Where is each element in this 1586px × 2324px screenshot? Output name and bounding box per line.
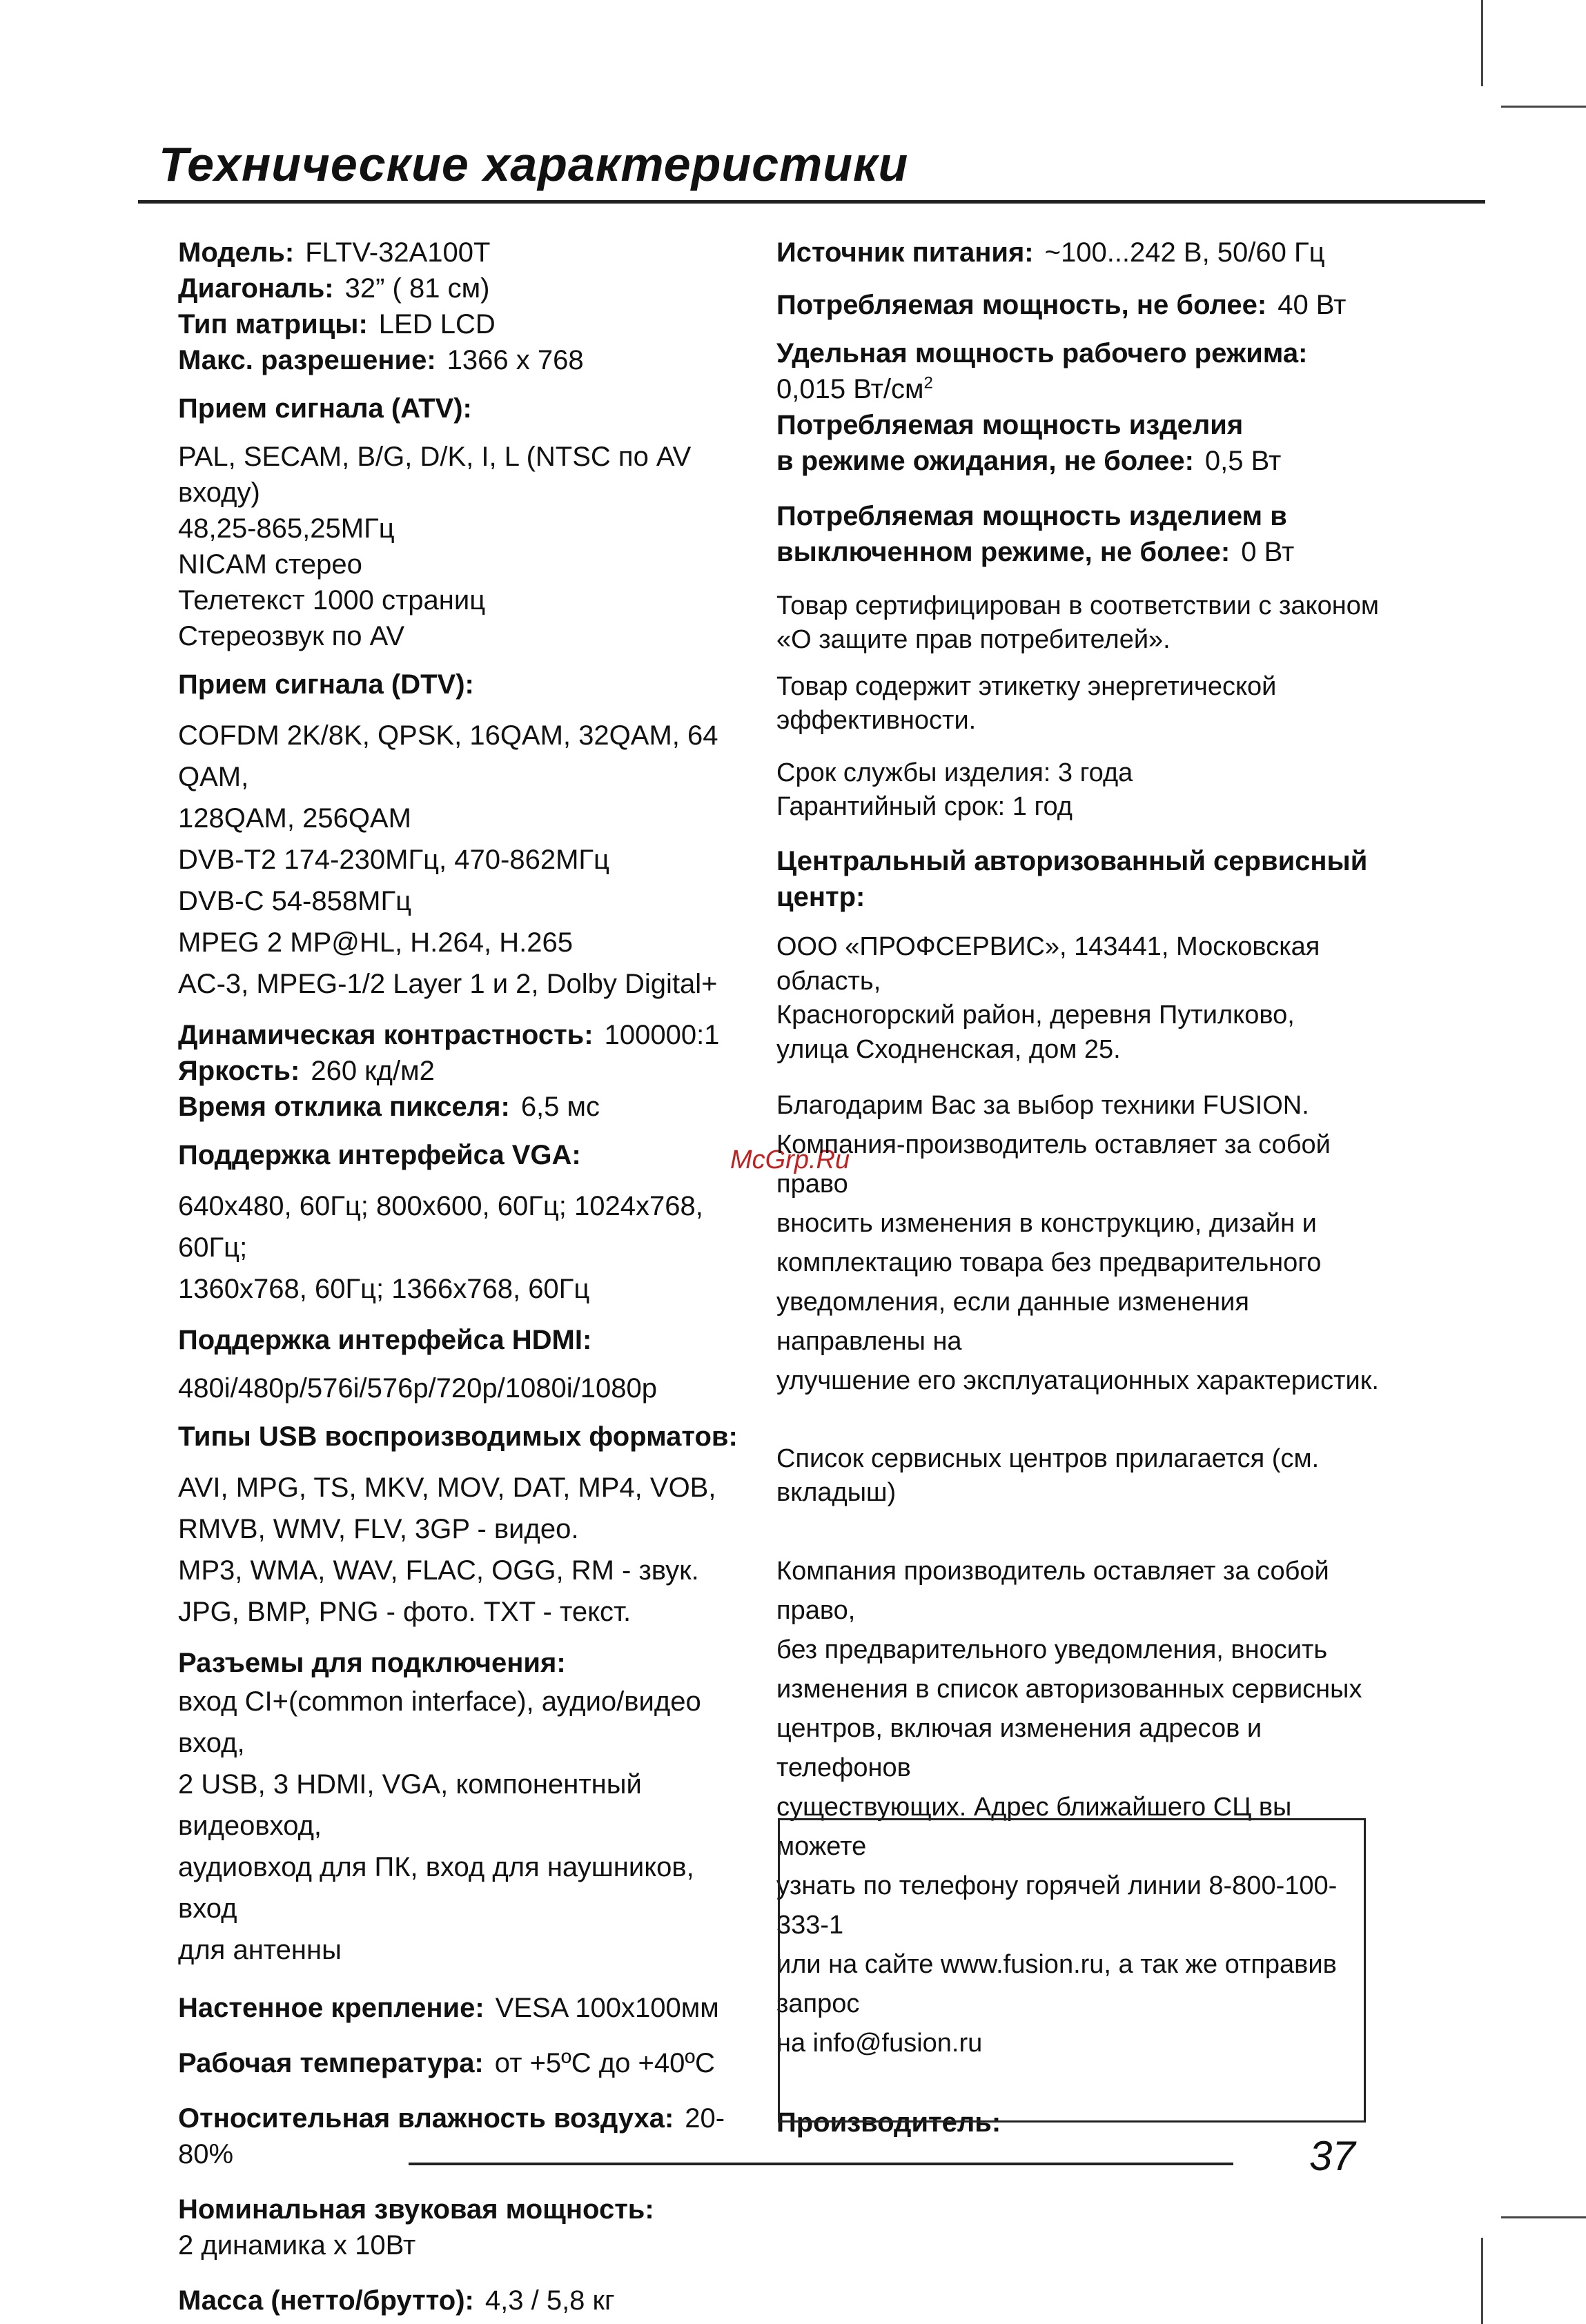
- usb-heading: [178, 1419, 751, 1455]
- temp-label: Рабочая температура:: [178, 2048, 484, 2078]
- reserve-line: узнать по телефону горячей линии 8-800-100-333-1: [776, 1871, 1338, 1940]
- off-row: [776, 534, 1384, 570]
- response-row: [178, 1089, 751, 1125]
- service-line: ООО «ПРОФСЕРВИС», 143441, Московская область,: [776, 932, 1320, 996]
- thanks-line: улучшение его эксплуатационных характеристик.: [776, 1366, 1379, 1395]
- service-line: Красногорский район, деревня Путилково,: [776, 1001, 1295, 1030]
- matrix-value: LED LCD: [378, 309, 496, 339]
- sound-value: 2 динамика x 10Вт: [178, 2230, 416, 2261]
- brightness-row: [178, 1053, 751, 1089]
- contrast-value: 100000:1: [604, 1020, 720, 1050]
- ports-label: Разъемы для подключения:: [178, 1648, 566, 1678]
- ports-heading: [178, 1645, 751, 1681]
- service-heading: [776, 843, 1384, 879]
- usb-line: JPG, BMP, PNG - фото. TXT - текст.: [178, 1597, 632, 1627]
- atv-line: NICAM стерео: [178, 549, 362, 580]
- resolution-value: 1366 x 768: [447, 345, 584, 375]
- usb-line: MP3, WMA, WAV, FLAC, OGG, RM - звук.: [178, 1555, 699, 1586]
- reserve-line: центров, включая изменения адресов и телефонов: [776, 1713, 1262, 1782]
- dtv-line: DVB-T2 174-230МГц, 470-862МГц: [178, 845, 609, 875]
- model-row: [178, 235, 751, 270]
- model-label: Модель:: [178, 237, 295, 268]
- crop-mark: [1481, 0, 1483, 86]
- reserve-line: существующих. Адрес ближайшего СЦ вы можете: [776, 1792, 1292, 1861]
- reserve-line: или на сайте www.fusion.ru, а так же отправив запрос: [776, 1949, 1337, 2018]
- usb-line: RMVB, WMV, FLV, 3GP - видео.: [178, 1514, 579, 1544]
- atv-heading: [178, 391, 751, 426]
- vga-heading: [178, 1137, 751, 1173]
- vga-label: Поддержка интерфейса VGA:: [178, 1140, 581, 1170]
- atv-label: Прием сигнала (ATV):: [178, 393, 472, 424]
- service-line: улица Сходненская, дом 25.: [776, 1034, 1121, 1064]
- ports-line: 2 USB, 3 HDMI, VGA, компонентный видеовход,: [178, 1769, 642, 1841]
- response-label: Время отклика пикселя:: [178, 1092, 510, 1122]
- hdmi-value: 480i/480p/576i/576p/720p/1080i/1080p: [178, 1373, 657, 1404]
- specs-left-column: [178, 235, 751, 2318]
- service-label-2: центр:: [776, 882, 865, 913]
- model-value: FLTV-32A100T: [305, 237, 491, 268]
- power-value: ~100...242 В, 50/60 Гц: [1044, 237, 1325, 268]
- off-label-2: выключенном режиме, не более:: [776, 537, 1231, 567]
- diagonal-row: [178, 270, 751, 306]
- thanks-block: [776, 1086, 1384, 1401]
- atv-line: 48,25-865,25МГц: [178, 513, 395, 544]
- consumption-label: Потребляемая мощность, не более:: [776, 290, 1267, 320]
- vga-line: 1360x768, 60Гц; 1366x768, 60Гц: [178, 1274, 590, 1304]
- standby-label: Потребляемая мощность изделия: [776, 410, 1244, 440]
- specific-heading: [776, 335, 1384, 371]
- atv-list: [178, 439, 751, 654]
- brightness-value: 260 кд/м2: [311, 1056, 435, 1086]
- dtv-heading: [178, 667, 751, 702]
- mass-row: [178, 2283, 751, 2318]
- consumption-value: 40 Вт: [1277, 290, 1347, 320]
- specific-value: [776, 371, 1384, 407]
- consumption-row: [776, 287, 1384, 323]
- thanks-line: комплектацию товара без предварительного: [776, 1248, 1322, 1277]
- off-label: Потребляемая мощность изделием в: [776, 501, 1287, 531]
- sound-heading: [178, 2192, 751, 2227]
- standby-heading: [776, 407, 1384, 443]
- crop-mark: [1501, 2216, 1586, 2218]
- sound-label: Номинальная звуковая мощность:: [178, 2194, 654, 2225]
- warranty: Гарантийный срок: 1 год: [776, 791, 1073, 821]
- crop-mark: [1501, 106, 1586, 108]
- atv-line: PAL, SECAM, B/G, D/K, I, L (NTSC по AV входу): [178, 442, 692, 508]
- matrix-row: [178, 306, 751, 342]
- dtv-line: MPEG 2 MP@HL, H.264, H.265: [178, 927, 573, 958]
- power-row: [776, 235, 1384, 270]
- matrix-label: Тип матрицы:: [178, 309, 368, 339]
- dtv-list: [178, 715, 751, 1005]
- cert-line: «О защите прав потребителей».: [776, 625, 1171, 655]
- service-address: [776, 930, 1384, 1067]
- diagonal-label: Диагональ:: [178, 273, 334, 304]
- reserve-line: изменения в список авторизованных сервисных: [776, 1674, 1362, 1704]
- lifetime: Срок службы изделия: 3 года: [776, 758, 1133, 787]
- manufacturer-label: Производитель:: [776, 2107, 1001, 2138]
- vga-line: 640x480, 60Гц; 800x600, 60Гц; 1024x768, 60Гц;: [178, 1191, 703, 1263]
- diagonal-value: 32” ( 81 см): [344, 273, 490, 304]
- reserve-line: Компания производитель оставляет за собой право,: [776, 1556, 1329, 1625]
- service-list-note: Список сервисных центров прилагается (см. вкладыш): [776, 1444, 1320, 1508]
- energy-note: Товар содержит этикетку энергетической эффективности.: [776, 671, 1277, 736]
- crop-mark: [1481, 2238, 1483, 2324]
- specific-value-sup: 2: [923, 373, 933, 393]
- watermark: McGrp.Ru: [730, 1145, 850, 1174]
- temp-row: [178, 2045, 751, 2081]
- atv-line: Телетекст 1000 страниц: [178, 585, 486, 616]
- hdmi-label: Поддержка интерфейса HDMI:: [178, 1325, 592, 1355]
- mount-label: Настенное крепление:: [178, 1993, 484, 2023]
- dtv-line: DVB-C 54-858МГц: [178, 886, 412, 916]
- standby-value: 0,5 Вт: [1204, 446, 1282, 476]
- mount-row: [178, 1990, 751, 2026]
- manufacturer-box: [778, 1818, 1366, 2123]
- off-value: 0 Вт: [1241, 537, 1295, 567]
- contrast-label: Динамическая контрастность:: [178, 1020, 594, 1050]
- ports-list: [178, 1681, 751, 1971]
- dtv-label: Прием сигнала (DTV):: [178, 669, 474, 700]
- ports-line: аудиовход для ПК, вход для наушников, вход: [178, 1852, 694, 1924]
- dtv-line: COFDM 2K/8K, QPSK, 16QAM, 32QAM, 64 QAM,: [178, 720, 718, 792]
- temp-value: от +5ºC до +40ºC: [494, 2048, 715, 2078]
- thanks-line: вносить изменения в конструкцию, дизайн и: [776, 1208, 1317, 1238]
- humidity-row: [178, 2100, 751, 2172]
- reserve-line: без предварительного уведомления, вносить: [776, 1635, 1328, 1664]
- thanks-line: уведомления, если данные изменения направлены на: [776, 1287, 1249, 1356]
- usb-label: Типы USB воспроизводимых форматов:: [178, 1421, 738, 1452]
- specific-value-text: 0,015 Вт/см: [776, 374, 924, 404]
- brightness-label: Яркость:: [178, 1056, 300, 1086]
- service-heading-2: [776, 879, 1384, 915]
- dtv-line: 128QAM, 256QAM: [178, 803, 411, 834]
- mount-value: VESA 100x100мм: [495, 1993, 719, 2023]
- standby-row: [776, 443, 1384, 479]
- cert-block: [776, 589, 1384, 658]
- usb-line: AVI, MPG, TS, MKV, MOV, DAT, MP4, VOB,: [178, 1473, 716, 1503]
- off-heading: [776, 498, 1384, 534]
- hdmi-heading: [178, 1322, 751, 1358]
- page-number: 37: [1309, 2133, 1355, 2179]
- response-value: 6,5 мс: [520, 1092, 600, 1122]
- title-divider: [138, 200, 1485, 204]
- footer-divider: [409, 2163, 1233, 2165]
- contrast-row: [178, 1017, 751, 1053]
- resolution-label: Макс. разрешение:: [178, 345, 436, 375]
- mass-label: Масса (нетто/брутто):: [178, 2285, 474, 2316]
- service-label: Центральный авторизованный сервисный: [776, 846, 1368, 877]
- resolution-row: [178, 342, 751, 378]
- reserve-line: на info@fusion.ru: [776, 2028, 983, 2058]
- thanks-line: Благодарим Вас за выбор техники FUSION.: [776, 1090, 1309, 1120]
- mass-value: 4,3 / 5,8 кг: [484, 2285, 615, 2316]
- specific-label: Удельная мощность рабочего режима:: [776, 338, 1308, 368]
- ports-line: вход CI+(common interface), аудио/видео вход,: [178, 1686, 701, 1758]
- humidity-label: Относительная влажность воздуха:: [178, 2103, 674, 2134]
- vga-list: [178, 1185, 751, 1310]
- standby-label-2: в режиме ожидания, не более:: [776, 446, 1194, 476]
- page-title: Технические характеристики: [159, 137, 909, 191]
- humidity-value: 20-80%: [178, 2103, 725, 2169]
- dtv-line: AC-3, MPEG-1/2 Layer 1 и 2, Dolby Digital+: [178, 969, 718, 999]
- cert-line: Товар сертифицирован в соответствии с законом: [776, 591, 1379, 620]
- atv-line: Стереозвук по AV: [178, 621, 405, 651]
- power-label: Источник питания:: [776, 237, 1034, 268]
- thanks-line: Компания-производитель оставляет за собой право: [776, 1130, 1331, 1199]
- usb-list: [178, 1467, 751, 1633]
- ports-line: для антенны: [178, 1935, 342, 1965]
